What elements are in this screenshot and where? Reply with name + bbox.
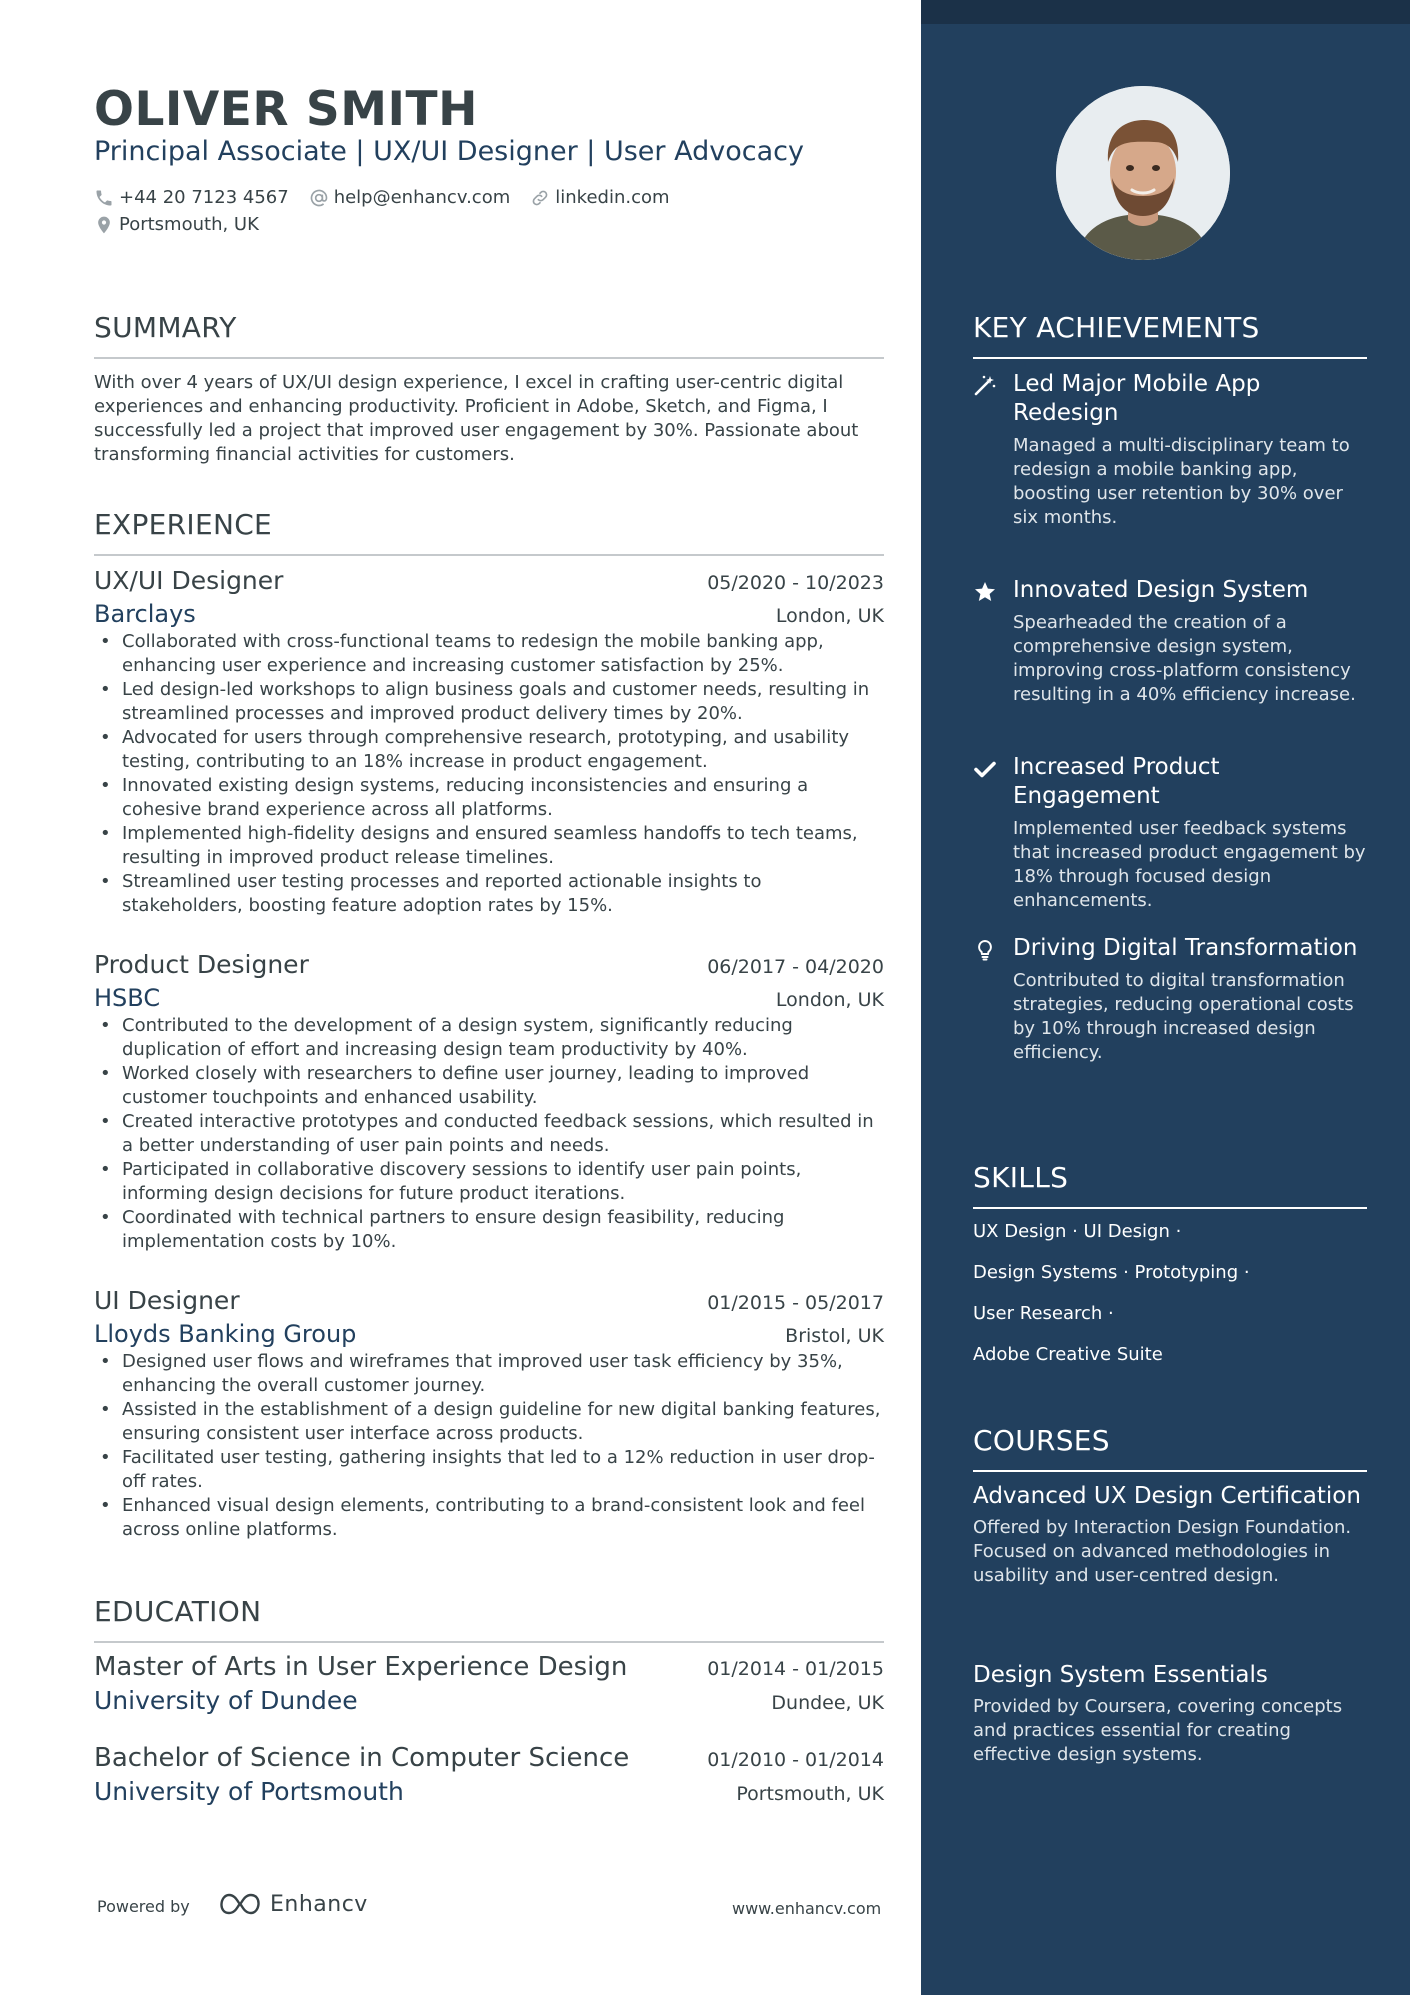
checkmark-icon [973,757,997,781]
location-contact [94,214,259,235]
bullet-item: • Streamlined user testing processes and reported actionable insights to stakeholders, boosting feature adoption rates by 15%. [94,870,884,918]
achievement-title: Led Major Mobile App Redesign [1013,371,1261,426]
job-location: London, UK [775,989,884,1011]
achievement-title: Driving Digital Transformation [1013,935,1358,961]
skill-line: Design Systems · Prototyping · [973,1262,1250,1283]
at-icon [309,188,329,208]
job-dates: 06/2017 - 04/2020 [707,956,884,978]
email-text: help@enhancv.com [333,187,511,208]
job-company: HSBC [94,984,161,1012]
bullet-item: • Innovated existing design systems, reducing inconsistencies and ensuring a cohesive brand experience across all platforms. [94,774,884,822]
powered-by-label: Powered by [97,1897,190,1916]
phone-icon [94,188,114,208]
summary-text: With over 4 years of UX/UI design experience, I excel in crafting user-centric digital experiences and enhancing productivity. Proficient in Adobe, Sketch, and Figma, I successfully led a project that improved user engagement by 30%. Passionate about transforming financial activities for customers. [94,372,859,465]
lightbulb-icon [973,938,997,962]
school-name: University of Dundee [94,1686,358,1715]
job-title: UX/UI Designer [94,566,284,595]
achievement-description: Managed a multi-disciplinary team to redesign a mobile banking app, boosting user retention by 30% over six months. [1013,435,1350,528]
achievement-item [973,370,1367,530]
linkedin-text: linkedin.com [555,187,670,208]
courses-heading: COURSES [973,1424,1110,1457]
job-bullets [94,1014,884,1254]
experience-item [94,566,884,918]
skill-line: UX Design · UI Design · [973,1221,1182,1242]
bullet-item: • Advocated for users through comprehensive research, prototyping, and usability testing, contributing to an 18% increase in product engagement. [94,726,884,774]
link-icon [530,188,550,208]
skills-list [973,1220,1367,1384]
bullet-item: • Worked closely with researchers to define user journey, leading to improved customer touchpoints and enhanced usability. [94,1062,884,1110]
bullet-item: • Assisted in the establishment of a design guideline for new digital banking features, ensuring consistent user interface across products. [94,1398,884,1446]
linkedin-contact[interactable] [530,187,669,208]
bullet-item: • Implemented high-fidelity designs and ensured seamless handoffs to tech teams, resulting in improved product release timelines. [94,822,884,870]
job-location: London, UK [775,605,884,627]
enhancv-logo-icon [216,1891,264,1917]
email-contact[interactable] [309,187,511,208]
enhancv-logo-text: Enhancv [270,1891,368,1917]
footer-url-link[interactable]: www.enhancv.com [732,1899,882,1918]
achievements-heading: KEY ACHIEVEMENTS [973,311,1260,344]
magic-wand-icon [973,374,997,398]
course-description: Provided by Coursera, covering concepts and practices essential for creating effective design systems. [973,1696,1343,1765]
achievements-divider [973,357,1367,359]
experience-heading: EXPERIENCE [94,508,273,541]
phone-text: +44 20 7123 4567 [119,187,289,208]
degree-title: Bachelor of Science in Computer Science [94,1743,630,1773]
school-name: University of Portsmouth [94,1777,404,1806]
course-description: Offered by Interaction Design Foundation. Focused on advanced methodologies in usability and user-centred design. [973,1517,1352,1586]
bullet-item: • Led design-led workshops to align business goals and customer needs, resulting in streamlined processes and improved product delivery times by 20%. [94,678,884,726]
education-dates: 01/2010 - 01/2014 [707,1749,884,1771]
bullet-item: • Participated in collaborative discovery sessions to identify user pain points, informing design decisions for future product iterations. [94,1158,884,1206]
job-bullets [94,1350,884,1542]
candidate-name: OLIVER SMITH [94,82,478,137]
location-pin-icon [94,215,114,235]
skill-line: User Research · [973,1303,1114,1324]
course-item [973,1661,1367,1767]
job-company: Barclays [94,600,196,628]
enhancv-logo[interactable] [216,1891,368,1917]
degree-title: Master of Arts in User Experience Design [94,1652,628,1682]
phone-contact[interactable] [94,187,289,208]
achievement-description: Implemented user feedback systems that increased product engagement by 18% through focused design enhancements. [1013,818,1366,911]
achievement-item [973,934,1367,1065]
course-title: Design System Essentials [973,1662,1268,1688]
bullet-item: • Facilitated user testing, gathering insights that led to a 12% reduction in user drop-off rates. [94,1446,884,1494]
sidebar [921,0,1410,1995]
bullet-item: • Collaborated with cross-functional teams to redesign the mobile banking app, enhancing user experience and increasing customer satisfaction by 25%. [94,630,884,678]
skills-divider [973,1207,1367,1209]
location-text: Portsmouth, UK [119,214,259,235]
achievement-title: Increased Product Engagement [1013,754,1220,809]
bullet-item: • Contributed to the development of a design system, significantly reducing duplication of effort and increasing design team productivity by 40%. [94,1014,884,1062]
course-item [973,1482,1367,1588]
bullet-item: • Enhanced visual design elements, contributing to a brand-consistent look and feel across online platforms. [94,1494,884,1542]
achievement-title: Innovated Design System [1013,577,1309,603]
star-icon [973,580,997,604]
contact-info [94,184,690,238]
summary-divider [94,357,884,359]
school-location: Dundee, UK [771,1692,884,1714]
experience-item [94,1286,884,1542]
bullet-item: • Designed user flows and wireframes that improved user task efficiency by 35%, enhancing the overall customer journey. [94,1350,884,1398]
education-divider [94,1641,884,1643]
job-location: Bristol, UK [785,1325,884,1347]
achievement-description: Spearheaded the creation of a comprehensive design system, improving cross-platform consistency resulting in a 40% efficiency increase. [1013,612,1356,705]
job-title: UI Designer [94,1286,240,1315]
profile-photo [1056,86,1230,260]
job-dates: 05/2020 - 10/2023 [707,572,884,594]
job-bullets [94,630,884,918]
job-company: Lloyds Banking Group [94,1320,357,1348]
course-title: Advanced UX Design Certification [973,1483,1361,1509]
achievement-description: Contributed to digital transformation strategies, reducing operational costs by 10% through increased design efficiency. [1013,970,1354,1063]
achievement-item [973,576,1367,707]
job-dates: 01/2015 - 05/2017 [707,1292,884,1314]
education-dates: 01/2014 - 01/2015 [707,1658,884,1680]
skill-line: Adobe Creative Suite [973,1344,1163,1365]
experience-divider [94,554,884,556]
school-location: Portsmouth, UK [736,1783,884,1805]
job-title: Product Designer [94,950,309,979]
bullet-item: • Created interactive prototypes and conducted feedback sessions, which resulted in a better understanding of user pain points and needs. [94,1110,884,1158]
education-heading: EDUCATION [94,1595,262,1628]
education-item [94,1652,884,1715]
summary-heading: SUMMARY [94,311,237,344]
headline: Principal Associate | UX/UI Designer | User Advocacy [94,136,804,167]
courses-divider [973,1470,1367,1472]
sidebar-top-bar [921,0,1410,24]
bullet-item: • Coordinated with technical partners to ensure design feasibility, reducing implementation costs by 10%. [94,1206,884,1254]
profile-photo-illustration [1056,86,1230,260]
education-item [94,1743,884,1806]
skills-heading: SKILLS [973,1161,1069,1194]
experience-item [94,950,884,1254]
achievement-item [973,753,1367,913]
